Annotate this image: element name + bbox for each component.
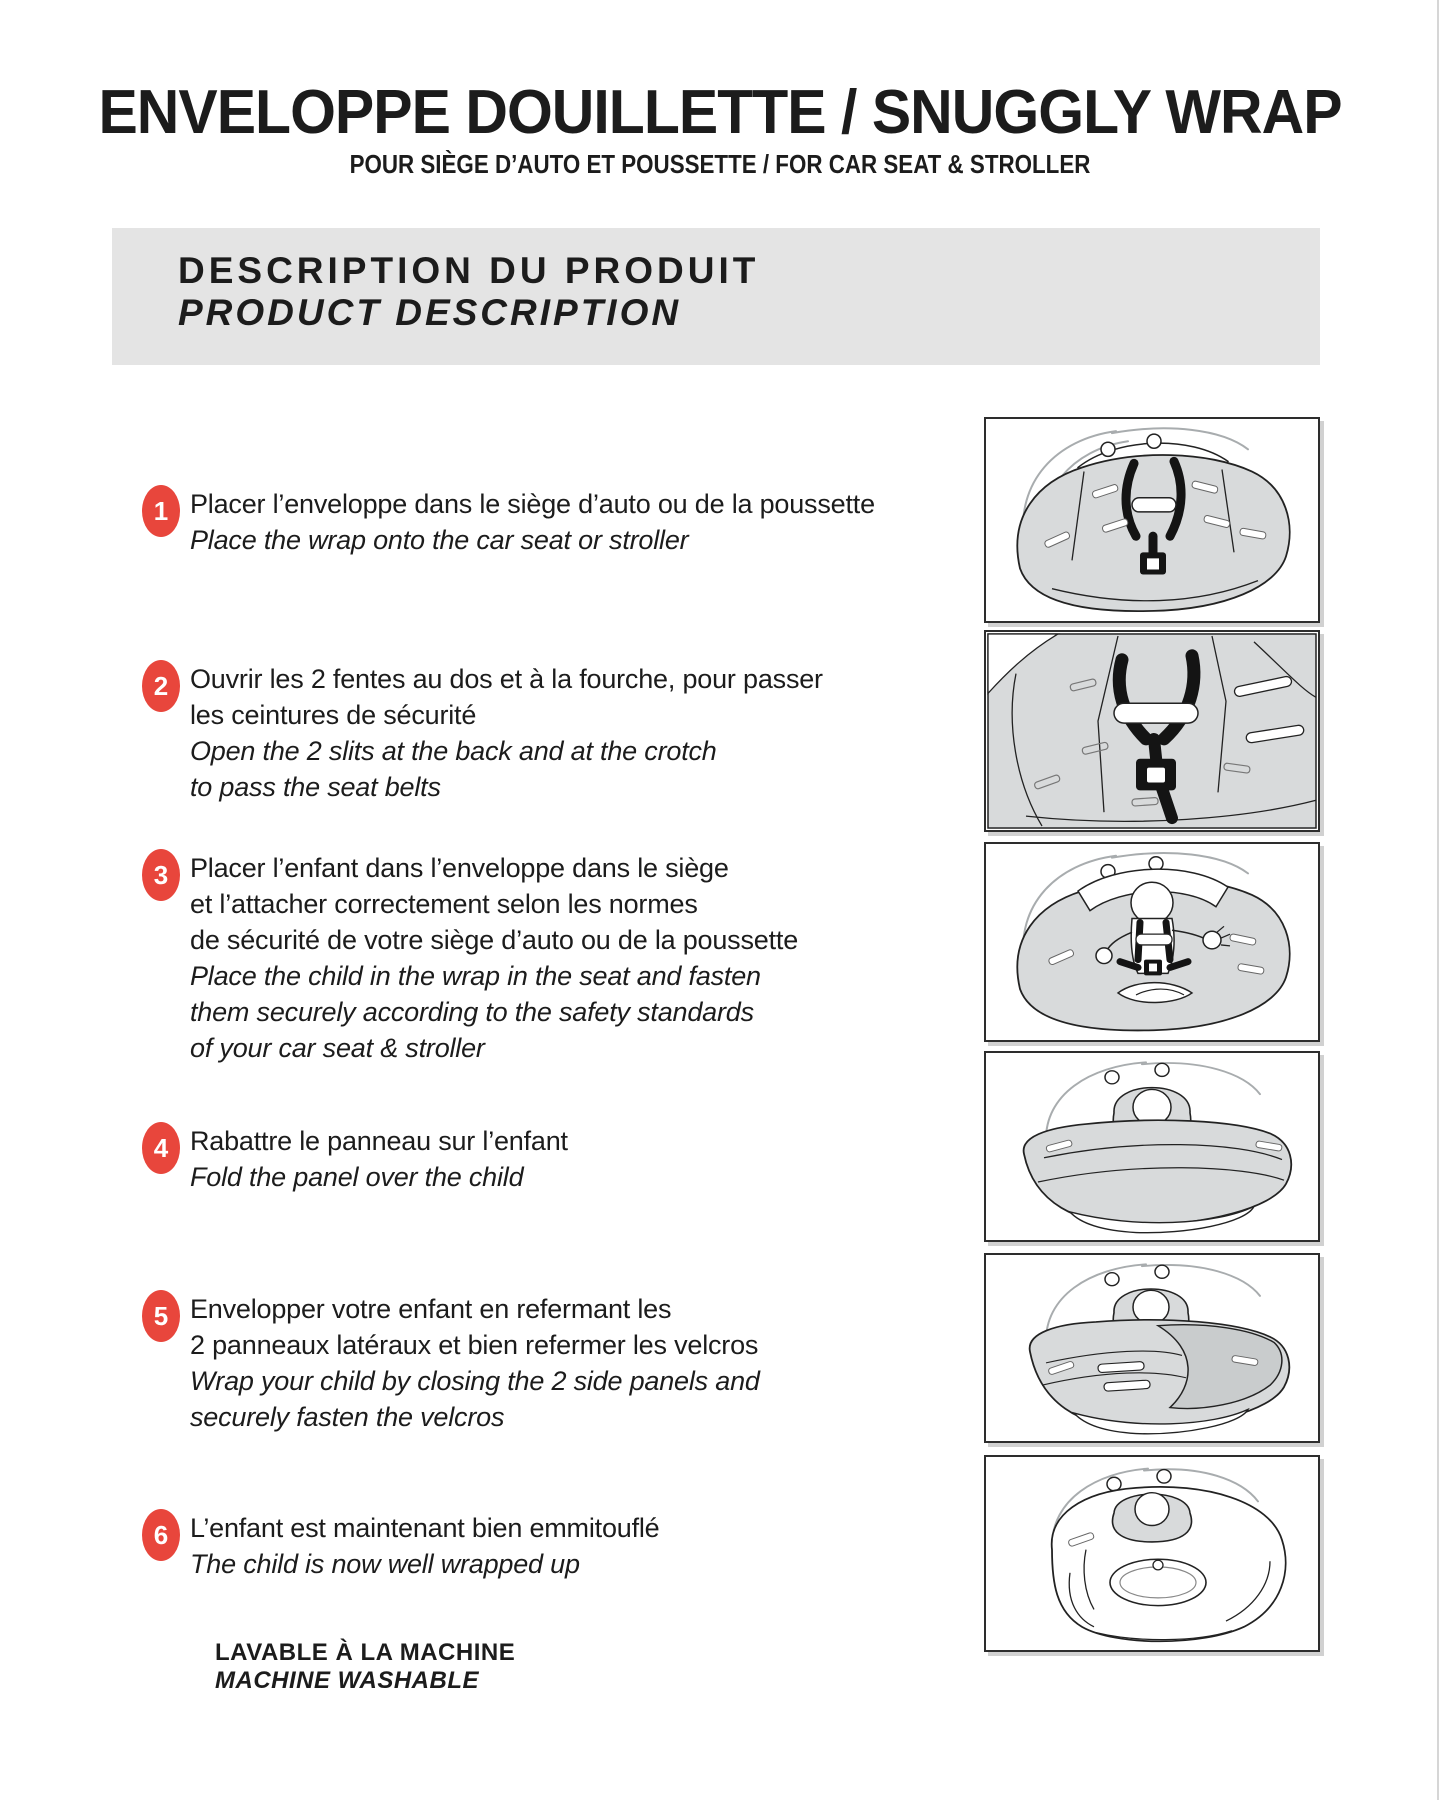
step-3-en-line: them securely according to the safety standards [190, 997, 754, 1027]
step-4-number-badge: 4 [142, 1122, 180, 1174]
step-3-text [190, 850, 798, 1066]
figure-box-2 [984, 630, 1320, 832]
step-3-fr-line: de sécurité de votre siège d’auto ou de la poussette [190, 925, 799, 955]
step-3-fr-line: et l’attacher correctement selon les normes [190, 889, 698, 919]
section-heading-en: PRODUCT DESCRIPTION [178, 292, 682, 333]
washing-note-fr: LAVABLE À LA MACHINE [215, 1639, 516, 1666]
section-heading-fr: DESCRIPTION DU PRODUIT [178, 250, 760, 291]
step-6-fr-line: L’enfant est maintenant bien emmitouflé [190, 1513, 660, 1543]
figure-box-1 [984, 417, 1320, 623]
step-2-number-badge: 2 [142, 660, 180, 712]
wrap-placed-on-car-seat-illustration [986, 419, 1318, 621]
step-5-en-line: Wrap your child by closing the 2 side panels and [190, 1366, 760, 1396]
figure-box-5 [984, 1253, 1320, 1443]
step-4-en-line: Fold the panel over the child [190, 1162, 524, 1192]
step-1-text [190, 486, 875, 558]
step-2-fr-line: les ceintures de sécurité [190, 700, 477, 730]
figure-box-4 [984, 1051, 1320, 1242]
harness-straps-through-slits-illustration [986, 632, 1318, 830]
step-5-text [190, 1291, 760, 1435]
step-5-number-badge: 5 [142, 1290, 180, 1342]
step-4-text [190, 1123, 568, 1195]
step-6-text [190, 1510, 660, 1582]
step-4-fr-line: Rabattre le panneau sur l’enfant [190, 1126, 568, 1156]
panel-folded-over-child-illustration [986, 1053, 1318, 1240]
page-subtitle: POUR SIÈGE D’AUTO ET POUSSETTE / FOR CAR SEAT & STROLLER [349, 149, 1091, 179]
step-5-fr-line: 2 panneaux latéraux et bien refermer les velcros [190, 1330, 759, 1360]
child-in-wrap-illustration [986, 844, 1318, 1040]
step-6-number-badge: 6 [142, 1509, 180, 1561]
step-1-number-badge: 1 [142, 485, 180, 537]
step-3-en-line: Place the child in the wrap in the seat and fasten [190, 961, 761, 991]
step-6-en-line: The child is now well wrapped up [190, 1549, 580, 1579]
child-fully-wrapped-illustration [986, 1457, 1318, 1650]
washing-note-en: MACHINE WASHABLE [215, 1667, 479, 1694]
step-1-en-line: Place the wrap onto the car seat or stroller [190, 525, 689, 555]
step-3-fr-line: Placer l’enfant dans l’enveloppe dans le siège [190, 853, 729, 883]
figure-box-3 [984, 842, 1320, 1042]
page-edge-line [1437, 0, 1439, 1800]
step-3-number-badge: 3 [142, 849, 180, 901]
page-title: ENVELOPPE DOUILLETTE / SNUGGLY WRAP [98, 78, 1342, 147]
side-panels-closed-illustration [986, 1255, 1318, 1441]
step-2-text [190, 661, 823, 805]
step-5-en-line: securely fasten the velcros [190, 1402, 505, 1432]
section-banner [112, 228, 1320, 365]
step-5-fr-line: Envelopper votre enfant en refermant les [190, 1294, 672, 1324]
step-3-en-line: of your car seat & stroller [190, 1033, 485, 1063]
step-2-en-line: to pass the seat belts [190, 772, 441, 802]
step-2-fr-line: Ouvrir les 2 fentes au dos et à la fourche, pour passer [190, 664, 823, 694]
figure-box-6 [984, 1455, 1320, 1652]
step-1-fr-line: Placer l’enveloppe dans le siège d’auto ou de la poussette [190, 489, 875, 519]
step-2-en-line: Open the 2 slits at the back and at the crotch [190, 736, 717, 766]
